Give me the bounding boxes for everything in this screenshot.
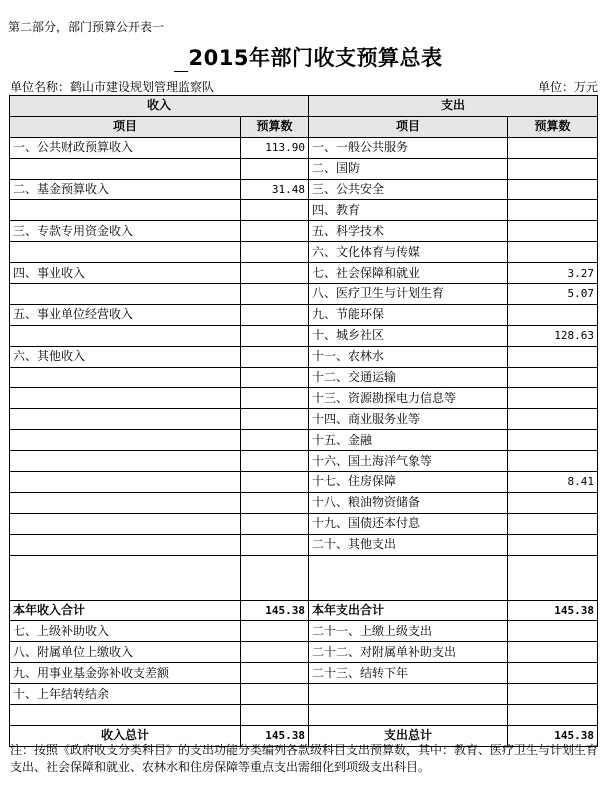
table-row	[10, 472, 598, 493]
expense-item: 十七、住房保障	[309, 472, 508, 493]
expense-value	[508, 684, 598, 705]
table-row	[10, 451, 598, 472]
expense-value	[508, 367, 598, 388]
section-header-row	[10, 96, 598, 117]
column-header-row	[10, 116, 598, 137]
income-item	[10, 472, 241, 493]
expense-item: 二十一、上缴上级支出	[309, 621, 508, 642]
income-grand-value: 145.38	[241, 725, 309, 746]
expense-section-header: 支出	[309, 96, 598, 117]
income-value	[241, 367, 309, 388]
table-row	[10, 242, 598, 263]
income-item	[10, 430, 241, 451]
expense-item: 十二、交通运输	[309, 367, 508, 388]
expense-grand-label: 支出总计	[309, 725, 508, 746]
income-value	[241, 242, 309, 263]
income-item: 七、上级补助收入	[10, 621, 241, 642]
expense-item: 十四、商业服务业等	[309, 409, 508, 430]
table-row	[10, 304, 598, 325]
expense-item	[309, 705, 508, 726]
income-value	[241, 684, 309, 705]
income-value: 113.90	[241, 137, 309, 158]
income-value: 31.48	[241, 179, 309, 200]
expense-value	[508, 388, 598, 409]
expense-item-header: 项目	[309, 116, 508, 137]
expense-item: 一、一般公共服务	[309, 137, 508, 158]
footnote: 注：按照《政府收支分类科目》的支出功能分类编列各款级科目支出预算数，其中：教育、医疗卫生与计划生育支出、社会保障和就业、农林水和住房保障等重点支出需细化到项级支出科目。	[10, 743, 599, 774]
title-text: 2015年部门收支预算总表	[188, 46, 443, 70]
income-budget-header: 预算数	[241, 116, 309, 137]
table-row	[10, 388, 598, 409]
expense-item: 九、节能环保	[309, 304, 508, 325]
income-item	[10, 325, 241, 346]
table-row	[10, 513, 598, 534]
unit-name: 单位名称：鹤山市建设规划管理监察队	[10, 80, 215, 94]
income-value	[241, 304, 309, 325]
expense-value	[508, 200, 598, 221]
income-item-header: 项目	[10, 116, 241, 137]
income-item: 四、事业收入	[10, 263, 241, 284]
expense-value	[508, 137, 598, 158]
expense-item: 二十二、对附属单补助支出	[309, 642, 508, 663]
table-row	[10, 284, 598, 305]
expense-value	[508, 158, 598, 179]
income-value	[241, 263, 309, 284]
expense-item: 七、社会保障和就业	[309, 263, 508, 284]
expense-value	[508, 534, 598, 555]
table-row	[10, 263, 598, 284]
expense-item: 六、文化体育与传媒	[309, 242, 508, 263]
income-value	[241, 705, 309, 726]
expense-value	[508, 663, 598, 684]
income-value	[241, 388, 309, 409]
expense-item: 二十三、结转下年	[309, 663, 508, 684]
expense-grand-value: 145.38	[508, 725, 598, 746]
expense-value	[508, 304, 598, 325]
income-value	[241, 409, 309, 430]
expense-value	[508, 409, 598, 430]
income-item	[10, 158, 241, 179]
expense-item: 三、公共安全	[309, 179, 508, 200]
page-title	[0, 42, 616, 72]
income-item: 三、专款专用资金收入	[10, 221, 241, 242]
expense-item: 五、科学技术	[309, 221, 508, 242]
income-value	[241, 221, 309, 242]
income-item: 一、公共财政预算收入	[10, 137, 241, 158]
unit-label: 单位：万元	[537, 80, 598, 94]
table-row	[10, 200, 598, 221]
income-item	[10, 492, 241, 513]
table-row	[10, 346, 598, 367]
expense-value	[508, 451, 598, 472]
expense-value	[508, 705, 598, 726]
income-value	[241, 472, 309, 493]
expense-item: 十九、国债还本付息	[309, 513, 508, 534]
table-row	[10, 367, 598, 388]
expense-value	[508, 621, 598, 642]
income-total-value: 145.38	[241, 600, 309, 621]
income-item	[10, 200, 241, 221]
income-item: 六、其他收入	[10, 346, 241, 367]
expense-value	[508, 513, 598, 534]
expense-item: 二、国防	[309, 158, 508, 179]
expense-item: 十八、粮油物资储备	[309, 492, 508, 513]
income-item: 八、附属单位上缴收入	[10, 642, 241, 663]
table-row	[10, 492, 598, 513]
expense-value	[508, 179, 598, 200]
income-item: 九、用事业基金弥补收支差额	[10, 663, 241, 684]
income-item	[10, 284, 241, 305]
expense-value	[508, 221, 598, 242]
expense-item: 十、城乡社区	[309, 325, 508, 346]
income-item: 二、基金预算收入	[10, 179, 241, 200]
expense-item: 十三、资源勘探电力信息等	[309, 388, 508, 409]
expense-total-value: 145.38	[508, 600, 598, 621]
income-total-label: 本年收入合计	[10, 600, 241, 621]
empty-cell	[309, 555, 508, 600]
expense-value: 5.07	[508, 284, 598, 305]
income-value	[241, 642, 309, 663]
table-row	[10, 325, 598, 346]
table-row	[10, 642, 598, 663]
income-value	[241, 621, 309, 642]
blank-row	[10, 555, 598, 600]
expense-item: 十一、农林水	[309, 346, 508, 367]
table-row	[10, 137, 598, 158]
income-item	[10, 451, 241, 472]
empty-cell	[241, 555, 309, 600]
income-item	[10, 367, 241, 388]
income-section-header: 收入	[10, 96, 309, 117]
table-row	[10, 409, 598, 430]
expense-item	[309, 684, 508, 705]
expense-value	[508, 242, 598, 263]
expense-value	[508, 430, 598, 451]
table-row	[10, 221, 598, 242]
expense-value: 128.63	[508, 325, 598, 346]
expense-value	[508, 642, 598, 663]
table-row	[10, 684, 598, 705]
expense-value	[508, 346, 598, 367]
income-value	[241, 492, 309, 513]
expense-value: 8.41	[508, 472, 598, 493]
expense-item: 十六、国土海洋气象等	[309, 451, 508, 472]
expense-item: 十五、金融	[309, 430, 508, 451]
income-item: 五、事业单位经营收入	[10, 304, 241, 325]
table-row	[10, 663, 598, 684]
income-item	[10, 705, 241, 726]
income-value	[241, 284, 309, 305]
income-value	[241, 200, 309, 221]
expense-item: 四、教育	[309, 200, 508, 221]
table-row	[10, 158, 598, 179]
expense-total-label: 本年支出合计	[309, 600, 508, 621]
income-value	[241, 451, 309, 472]
income-item: 十、上年结转结余	[10, 684, 241, 705]
income-value	[241, 663, 309, 684]
income-value	[241, 325, 309, 346]
income-value	[241, 534, 309, 555]
empty-cell	[10, 555, 241, 600]
income-item	[10, 388, 241, 409]
income-item	[10, 242, 241, 263]
income-value	[241, 346, 309, 367]
expense-budget-header: 预算数	[508, 116, 598, 137]
income-item	[10, 409, 241, 430]
subtotal-row	[10, 600, 598, 621]
table-row	[10, 430, 598, 451]
expense-value	[508, 492, 598, 513]
expense-item: 八、医疗卫生与计划生育	[309, 284, 508, 305]
income-grand-label: 收入总计	[10, 725, 241, 746]
income-item	[10, 513, 241, 534]
income-item	[10, 534, 241, 555]
income-value	[241, 158, 309, 179]
table-row	[10, 534, 598, 555]
title-blank-underline	[174, 51, 188, 72]
section-heading: 第二部分，部门预算公开表一	[8, 20, 165, 34]
table-row	[10, 705, 598, 726]
expense-item: 二十、其他支出	[309, 534, 508, 555]
empty-cell	[508, 555, 598, 600]
budget-table	[9, 95, 598, 747]
income-value	[241, 430, 309, 451]
expense-value: 3.27	[508, 263, 598, 284]
income-value	[241, 513, 309, 534]
table-row	[10, 621, 598, 642]
table-row	[10, 179, 598, 200]
